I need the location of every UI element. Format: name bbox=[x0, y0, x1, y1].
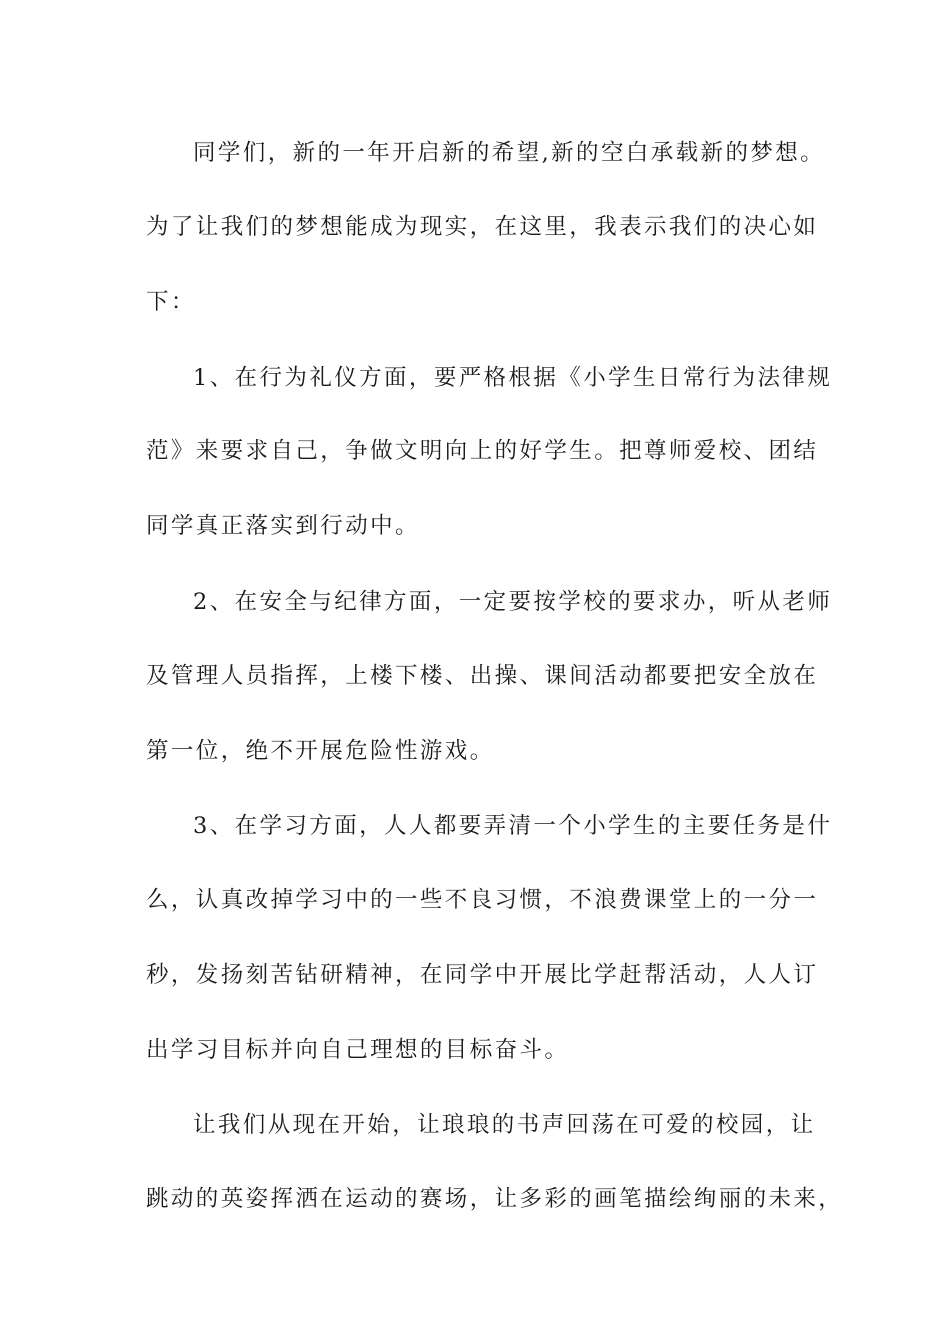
paragraph-line: 秒，发扬刻苦钻研精神，在同学中开展比学赶帮活动，人人订 bbox=[146, 962, 819, 988]
paragraph-line: 1、在行为礼仪方面，要严格根据《小学生日常行为法律规 bbox=[193, 365, 833, 391]
paragraph-line: 么，认真改掉学习中的一些不良习惯，不浪费课堂上的一分一 bbox=[146, 887, 819, 913]
paragraph-line: 同学们，新的一年开启新的希望,新的空白承载新的梦想。 bbox=[193, 140, 826, 166]
paragraph-line: 跳动的英姿挥洒在运动的赛场，让多彩的画笔描绘绚丽的未来， bbox=[146, 1186, 844, 1212]
paragraph-line: 2、在安全与纪律方面，一定要按学校的要求办，听从老师 bbox=[193, 589, 833, 615]
paragraph-line: 下： bbox=[146, 289, 196, 315]
paragraph-line: 同学真正落实到行动中。 bbox=[146, 513, 420, 539]
paragraph-line: 出学习目标并向自己理想的目标奋斗。 bbox=[146, 1037, 570, 1063]
paragraph-line: 为了让我们的梦想能成为现实，在这里，我表示我们的决心如 bbox=[146, 214, 819, 240]
paragraph-line: 第一位，绝不开展危险性游戏。 bbox=[146, 738, 495, 764]
paragraph-line: 3、在学习方面，人人都要弄清一个小学生的主要任务是什 bbox=[193, 813, 833, 839]
paragraph-line: 范》来要求自己，争做文明向上的好学生。把尊师爱校、团结 bbox=[146, 438, 819, 464]
paragraph-line: 及管理人员指挥，上楼下楼、出操、课间活动都要把安全放在 bbox=[146, 663, 819, 689]
paragraph-line: 让我们从现在开始，让琅琅的书声回荡在可爱的校园，让 bbox=[193, 1112, 816, 1138]
